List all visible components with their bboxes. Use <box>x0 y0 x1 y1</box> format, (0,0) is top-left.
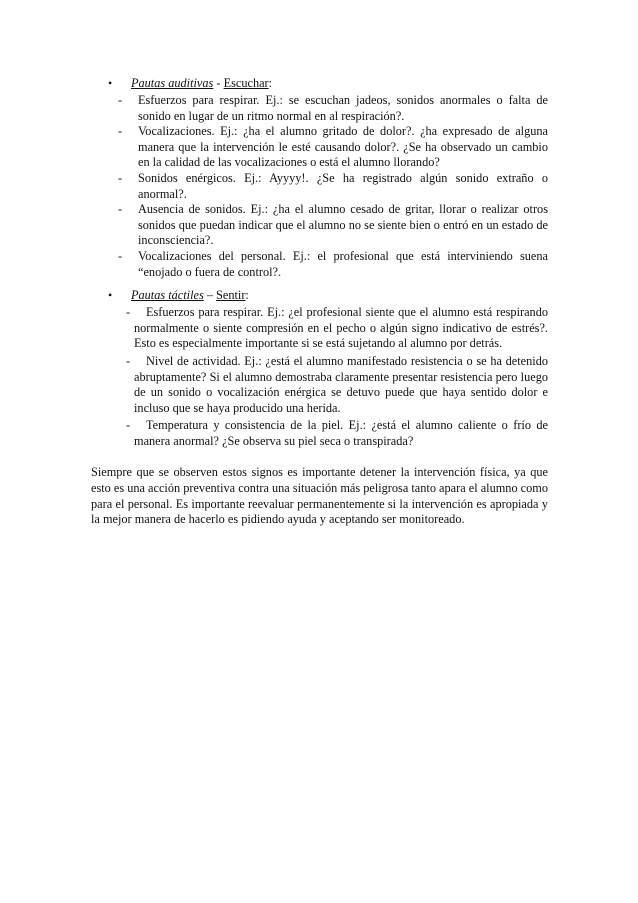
dash-marker: - <box>126 354 131 368</box>
tactile-item-text: Temperatura y consistencia de la piel. Ej.: ¿está el alumno caliente o frío de manera anormal? ¿Se observa su piel seca o transpirada? <box>134 418 548 448</box>
dash-marker: - <box>118 124 123 138</box>
tactile-heading-colon: : <box>245 288 249 302</box>
dash-marker: - <box>126 305 131 319</box>
bullet-icon: • <box>108 288 113 302</box>
dash-marker: - <box>118 93 123 107</box>
auditory-heading-sep: - <box>213 76 224 90</box>
auditory-item-text: Ausencia de sonidos. Ej.: ¿ha el alumno cesado de gritar, llorar o realizar otros sonidos que puedan indicar que el alumno no se siente bien o entró en un estado de inconsciencia?. <box>138 202 548 248</box>
auditory-heading <box>131 76 272 92</box>
tactile-heading <box>131 288 249 304</box>
auditory-heading-colon: : <box>268 76 273 90</box>
auditory-item-text: Vocalizaciones del personal. Ej.: el profesional que está interviniendo suena “enojado o fuera de control?. <box>138 249 548 279</box>
tactile-heading-sep: – <box>203 288 217 302</box>
tactile-heading-title: Pautas táctiles <box>131 288 204 302</box>
auditory-item-text: Vocalizaciones. Ej.: ¿ha el alumno gritado de dolor?. ¿ha expresado de alguna manera que la intervención le esté causando dolor?. ¿Se ha observado un cambio en la calidad de las vocalizaciones o está el alumno llorando? <box>138 124 548 170</box>
dash-marker: - <box>118 249 123 263</box>
auditory-item-text: Sonidos enérgicos. Ej.: Ayyyy!. ¿Se ha registrado algún sonido extraño o anormal?. <box>138 171 548 201</box>
dash-marker: - <box>118 202 123 216</box>
tactile-item-text: Esfuerzos para respirar. Ej.: ¿el profesional siente que el alumno está respirando normalmente o siente compresión en el pecho o algún signo indicativo de estrés?. Esto es especialmente importante si se está sujetando al alumno por detrás. <box>134 305 548 351</box>
auditory-item-text: Esfuerzos para respirar. Ej.: se escuchan jadeos, sonidos anormales o falta de sonido en lugar de un ritmo normal en al respiración?. <box>138 93 548 123</box>
auditory-heading-verb: Escuchar <box>223 76 269 90</box>
tactile-item-text: Nivel de actividad. Ej.: ¿está el alumno manifestado resistencia o se ha detenido abruptamente? Si el alumno demostraba claramente presentar resistencia pero luego de un sonido o vocalización enérgica se detuvo puede que haya sentido dolor e incluso que se haya producido una herida. <box>134 354 548 415</box>
auditory-heading-title: Pautas auditivas <box>131 76 214 90</box>
bullet-icon: • <box>108 76 113 90</box>
dash-marker: - <box>126 418 131 432</box>
closing-paragraph: Siempre que se observen estos signos es importante detener la intervención física, ya que esto es una acción preventiva contra una situación más peligrosa tanto apara el alumno como para el personal. Es importante reevaluar permanentemente si la intervención es apropiada y la mejor manera de hacerlo es pidiendo ayuda y aceptando ser monitoreado. <box>91 465 548 527</box>
tactile-heading-verb: Sentir <box>216 288 246 302</box>
dash-marker: - <box>118 171 123 185</box>
